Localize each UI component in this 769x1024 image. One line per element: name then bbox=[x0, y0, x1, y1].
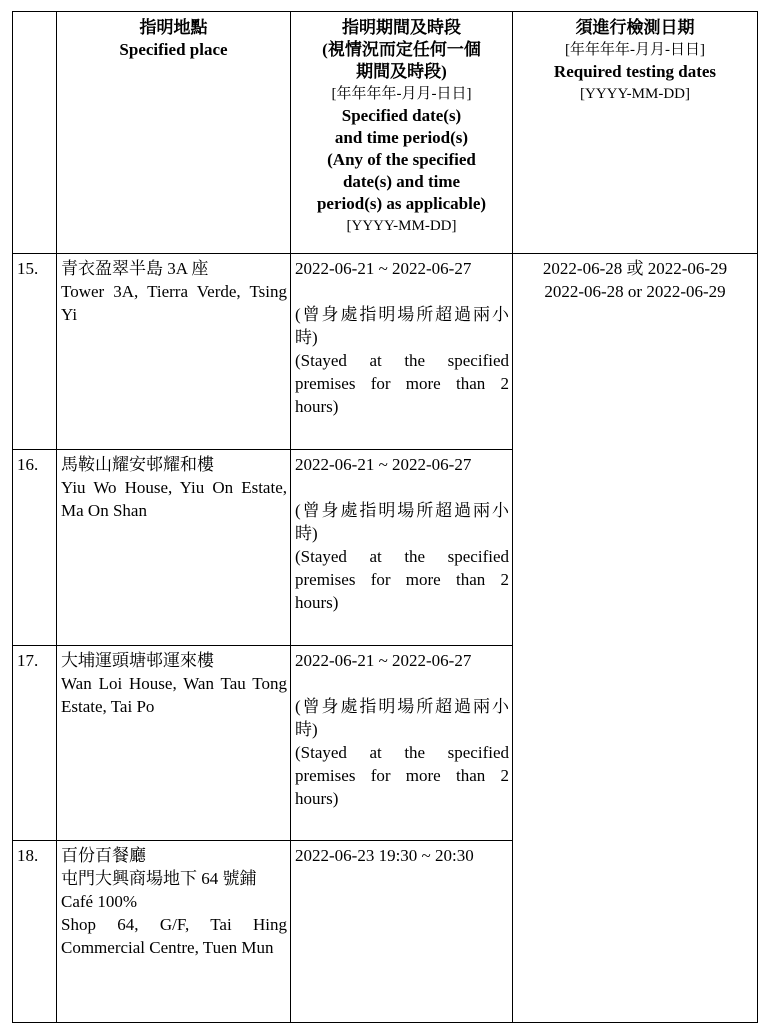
row-number: 17. bbox=[13, 646, 57, 841]
header-testing-format-zh: [年年年年-月月-日日] bbox=[565, 42, 705, 58]
testing-dates-zh: 2022-06-28 或 2022-06-29 bbox=[542, 259, 728, 278]
specified-places-table bbox=[12, 11, 758, 1023]
header-period-en-2: and time period(s) bbox=[334, 128, 469, 147]
period-dates: 2022-06-21 ~ 2022-06-27 bbox=[295, 651, 472, 670]
header-testing-cell bbox=[513, 12, 758, 254]
row-number: 18. bbox=[13, 841, 57, 1023]
period-cell bbox=[291, 841, 513, 1023]
header-number-cell bbox=[13, 12, 57, 254]
place-name-zh: 青衣盈翠半島 3A 座 bbox=[61, 259, 209, 278]
place-name-en: Café 100% bbox=[61, 892, 138, 911]
header-testing-en: Required testing dates bbox=[553, 62, 717, 81]
period-dates: 2022-06-21 ~ 2022-06-27 bbox=[295, 455, 472, 474]
stay-note-zh: (曾身處指明場所超過兩小時) bbox=[295, 697, 509, 739]
place-name-en: Wan Loi House, Wan Tau Tong Estate, Tai Po bbox=[61, 674, 287, 716]
place-name-zh: 大埔運頭塘邨運來樓 bbox=[61, 651, 214, 670]
header-testing-format-en: [YYYY-MM-DD] bbox=[580, 86, 690, 102]
stay-note-zh: (曾身處指明場所超過兩小時) bbox=[295, 305, 509, 347]
place-name-zh: 馬鞍山耀安邨耀和樓 bbox=[61, 455, 214, 474]
header-testing-zh: 須進行檢測日期 bbox=[575, 18, 695, 37]
period-cell bbox=[291, 646, 513, 841]
testing-dates-cell bbox=[513, 254, 758, 1023]
place-name-en: Tower 3A, Tierra Verde, Tsing Yi bbox=[61, 282, 287, 324]
header-row bbox=[13, 12, 758, 254]
header-period-en-1: Specified date(s) bbox=[341, 106, 462, 125]
place-cell bbox=[57, 254, 291, 450]
period-dates: 2022-06-21 ~ 2022-06-27 bbox=[295, 259, 472, 278]
header-period-en-5: period(s) as applicable) bbox=[316, 194, 487, 213]
header-period-en-4: date(s) and time bbox=[342, 172, 461, 191]
place-cell bbox=[57, 841, 291, 1023]
row-number: 16. bbox=[13, 450, 57, 646]
period-cell bbox=[291, 450, 513, 646]
stay-note-zh: (曾身處指明場所超過兩小時) bbox=[295, 501, 509, 543]
period-cell bbox=[291, 254, 513, 450]
place-name-en: Yiu Wo House, Yiu On Estate, Ma On Shan bbox=[61, 478, 287, 520]
testing-dates-en: 2022-06-28 or 2022-06-29 bbox=[544, 282, 726, 301]
header-period-zh-3: 期間及時段) bbox=[356, 62, 447, 81]
header-period-cell bbox=[291, 12, 513, 254]
period-dates: 2022-06-23 19:30 ~ 20:30 bbox=[295, 846, 474, 865]
header-period-zh-2: (視情況而定任何一個 bbox=[322, 40, 481, 59]
row-number: 15. bbox=[13, 254, 57, 450]
stay-note-en: (Stayed at the specified premises for more than 2 hours) bbox=[295, 351, 509, 416]
place-address-en: Shop 64, G/F, Tai Hing Commercial Centre, Tuen Mun bbox=[61, 915, 287, 957]
place-cell bbox=[57, 450, 291, 646]
place-address-zh: 屯門大興商場地下 64 號鋪 bbox=[61, 869, 257, 888]
place-name-zh: 百份百餐廳 bbox=[61, 846, 146, 865]
header-place-cell bbox=[57, 12, 291, 254]
table-row bbox=[13, 254, 758, 450]
header-period-en-3: (Any of the specified bbox=[327, 150, 476, 169]
header-period-format-en: [YYYY-MM-DD] bbox=[346, 218, 457, 234]
place-cell bbox=[57, 646, 291, 841]
stay-note-en: (Stayed at the specified premises for more than 2 hours) bbox=[295, 547, 509, 612]
header-period-format-zh: [年年年年-月月-日日] bbox=[331, 86, 472, 102]
header-period-zh-1: 指明期間及時段 bbox=[342, 18, 461, 37]
header-place-en: Specified place bbox=[119, 40, 228, 59]
stay-note-en: (Stayed at the specified premises for more than 2 hours) bbox=[295, 743, 509, 808]
header-place-zh: 指明地點 bbox=[139, 18, 208, 37]
